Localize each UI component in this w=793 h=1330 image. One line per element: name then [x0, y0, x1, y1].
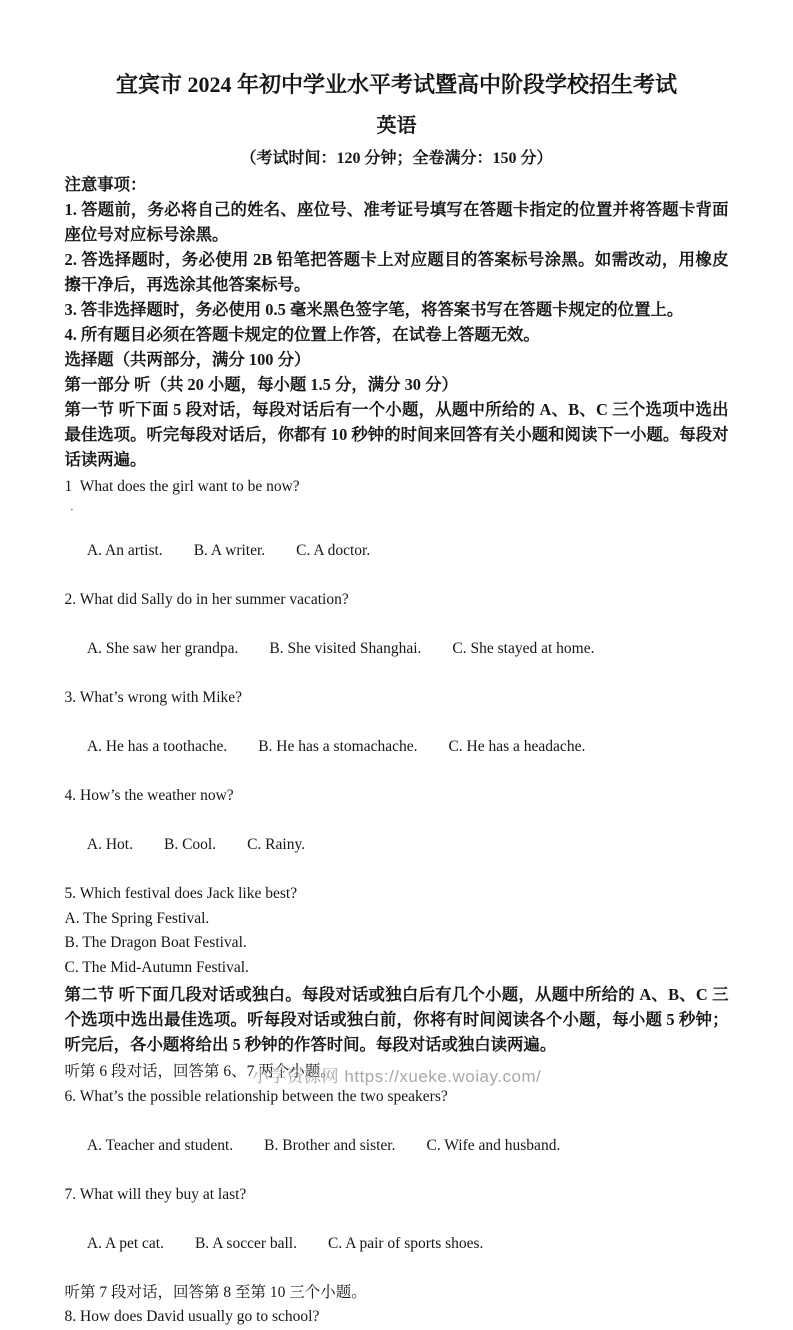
notice-item-2: 2. 答选择题时，务必使用 2B 铅笔把答题卡上对应题目的答案标号涂黑。如需改动，用橡皮擦干净后，再选涂其他答案标号。 — [64, 250, 729, 294]
question-6-option-b: B. Brother and sister. — [264, 1136, 396, 1154]
notice-item-3: 3. 答非选择题时，务必使用 0.5 毫米黑色签字笔，将答案书写在答题卡规定的位置上。 — [64, 300, 684, 319]
exam-info: （考试时间：120 分钟；全卷满分：150 分） — [240, 150, 553, 167]
question-5-text: 5. Which festival does Jack like best? — [64, 885, 298, 902]
question-3-text: 3. What’s wrong with Mike? — [64, 689, 243, 706]
listening-section-2 — [65, 1060, 729, 1330]
question-2-option-a: A. She saw her grandpa. — [86, 640, 239, 657]
question-2-options — [65, 613, 729, 687]
question-7-text: 7. What will they buy at last? — [64, 1185, 247, 1203]
listening-section-1 — [65, 475, 729, 980]
question-5-option-b: B. The Dragon Boat Festival. — [64, 934, 247, 951]
dialog7-note: 听第 7 段对话，回答第 8 至第 10 三个小题。 — [64, 1283, 367, 1301]
question-1-option-a: A. An artist. — [86, 542, 163, 559]
subject-title: 英语 — [376, 115, 417, 137]
question-1-text: 1 What does the girl want to be now? — [64, 478, 300, 495]
choice-section-heading: 选择题（共两部分，满分 100 分） — [64, 350, 311, 369]
notices-heading: 注意事项： — [64, 175, 147, 194]
part1-heading: 第一部分 听（共 20 小题，每小题 1.5 分，满分 30 分） — [64, 375, 458, 394]
question-7-option-a: A. A pet cat. — [86, 1234, 164, 1252]
section2-intro: 第二节 听下面几段对话或独白。每段对话或独白后有几个小题，从题中所给的 A、B、C 三个选项中选出最佳选项。听每段对话或独白前，你将有时间阅读各个小题，每小题 5 秒钟；听完后，各小题将给出 5 秒钟的作答时间。每段对话或独白读两遍。 — [64, 985, 729, 1054]
footer-watermark: 小学资源网 https://xueke.woiay.com/ — [251, 1067, 542, 1086]
question-7-option-b: B. A soccer ball. — [194, 1234, 297, 1252]
question-2-option-b: B. She visited Shanghai. — [269, 640, 422, 657]
notices-section — [65, 172, 729, 347]
question-7-options — [65, 1207, 729, 1281]
page-title: 宜宾市 2024 年初中学业水平考试暨高中阶段学校招生考试 — [115, 72, 677, 97]
question-6-option-c: C. Wife and husband. — [426, 1136, 561, 1154]
question-1-options — [65, 515, 729, 589]
question-4-text: 4. How’s the weather now? — [64, 787, 234, 804]
dialog6-note: 听第 6 段对话，回答第 6、7 两个小题。 — [64, 1063, 336, 1080]
question-1-option-c: C. A doctor. — [296, 542, 371, 559]
question-3-option-a: A. He has a toothache. — [86, 738, 228, 755]
stray-mark: . — [70, 500, 74, 513]
question-2-text: 2. What did Sally do in her summer vacation? — [64, 591, 349, 608]
question-3-option-b: B. He has a stomachache. — [258, 738, 418, 755]
question-4-options — [65, 809, 729, 883]
question-6-option-a: A. Teacher and student. — [86, 1136, 234, 1154]
question-4-option-a: A. Hot. — [86, 836, 133, 853]
question-4-option-b: B. Cool. — [163, 836, 217, 853]
question-3-options — [65, 711, 729, 785]
question-8-text: 8. How does David usually go to school? — [64, 1308, 320, 1325]
question-5-option-c: C. The Mid-Autumn Festival. — [64, 958, 249, 976]
question-6-options — [65, 1109, 729, 1183]
question-6-text: 6. What’s the possible relationship between the two speakers? — [64, 1087, 448, 1105]
question-5-option-a: A. The Spring Festival. — [64, 909, 210, 927]
question-3-option-c: C. He has a headache. — [448, 738, 586, 755]
exam-paper — [65, 0, 729, 1330]
section1-intro: 第一节 听下面 5 段对话，每段对话后有一个小题，从题中所给的 A、B、C 三个选项中选出最佳选项。听完每段对话后，你都有 10 秒钟的时间来回答有关小题和阅读下一小题。每段对话读两遍。 — [64, 400, 729, 469]
question-2-option-c: C. She stayed at home. — [452, 640, 595, 657]
question-7-option-c: C. A pair of sports shoes. — [328, 1234, 484, 1252]
notice-item-1: 1. 答题前，务必将自己的姓名、座位号、准考证号填写在答题卡指定的位置并将答题卡背面座位号对应标号涂黑。 — [64, 200, 729, 244]
question-1-option-b: B. A writer. — [193, 542, 266, 559]
notice-item-4: 4. 所有题目必须在答题卡规定的位置上作答，在试卷上答题无效。 — [64, 325, 540, 344]
question-4-option-c: C. Rainy. — [247, 836, 306, 853]
